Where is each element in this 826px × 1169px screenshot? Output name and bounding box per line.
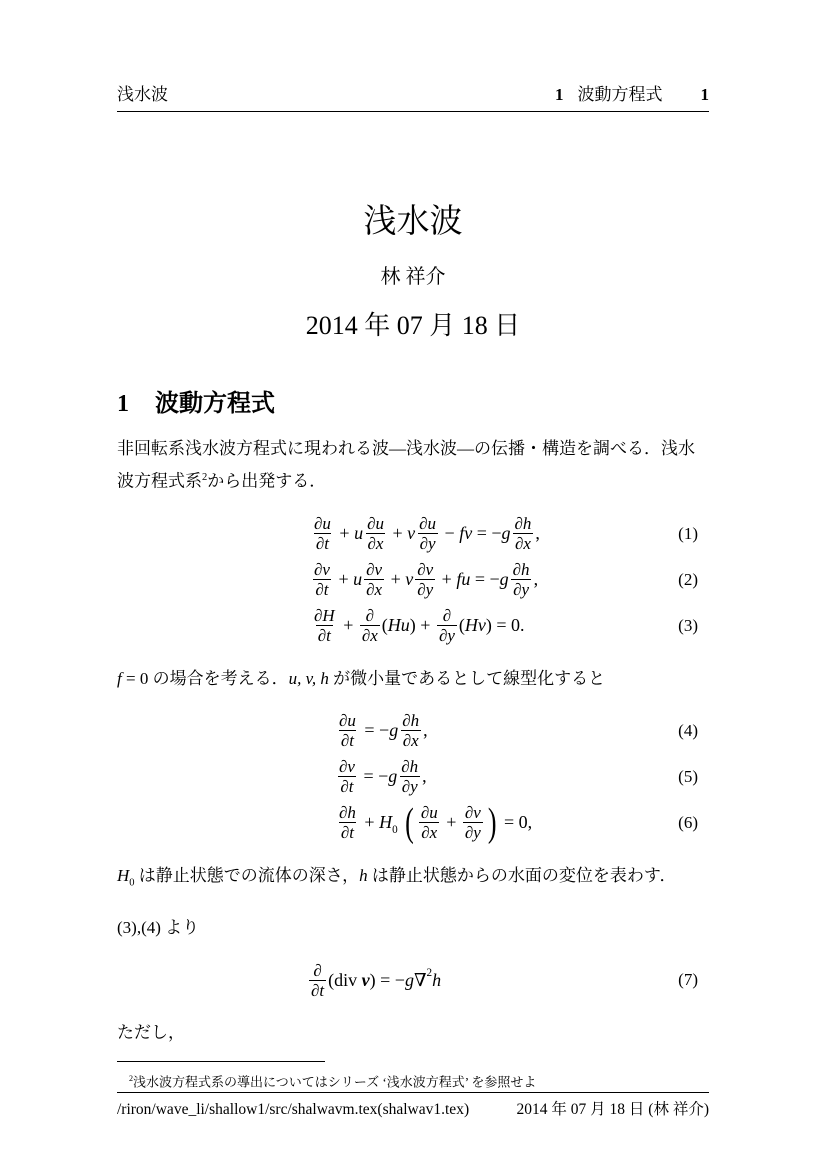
math-operator: + [359,812,380,833]
equation-number: (7) [678,970,698,990]
text-run: 浅水波方程式系の導出についてはシリーズ ‘浅水波方程式’ を参照せよ [133,1074,537,1090]
fraction: $\frac{\partial u}{\partial x}$ [420,803,438,843]
superscript: 2 [426,967,433,980]
math-var: g [404,969,414,990]
fraction: $\frac{\partial v}{\partial y}$ [417,560,434,600]
document-title: 浅水波 [363,204,463,240]
big-paren: ) [487,799,497,845]
fraction: $\frac{\partial v}{\partial x}$ [366,560,383,600]
equation-row [117,604,709,648]
equation-content [335,711,428,750]
math-operator: = 0 [121,668,153,688]
math-var: v [405,569,414,590]
math-operator: + [333,569,354,590]
section-heading [117,390,709,418]
text-run: が微小量であるとして線型化すると [328,668,606,688]
math-var: H [117,865,130,885]
equation-number: (5) [678,766,698,786]
fraction: $\frac{\partial h}{\partial y}$ [512,560,530,600]
math-operator: ) + [409,615,435,636]
math-operator: , [423,720,428,741]
fraction: $\frac{\partial}{\partial t}$ [311,960,325,1000]
fraction: $\frac{\partial u}{\partial t}$ [339,711,356,751]
header-section-number: 1 [555,85,564,104]
equation-row [117,958,709,1002]
equation-group [117,512,709,648]
math-var: g [389,720,399,741]
math-operator: − [440,523,460,544]
math-operator [398,812,403,833]
subscript: 0 [129,877,135,889]
subscript: 0 [392,823,398,836]
superscript: 2 [202,472,208,483]
math-operator: ( [328,969,335,990]
equation-row [117,512,709,556]
math-operator: , [422,766,427,787]
fraction: $\frac{\partial u}{\partial x}$ [367,514,384,554]
math-var: h [432,969,442,990]
math-var: v [407,523,416,544]
paragraph [117,434,709,496]
fraction: $\frac{\partial v}{\partial t}$ [339,757,355,797]
fraction: $\frac{\partial v}{\partial y}$ [464,803,481,843]
equation-content [310,514,540,553]
equation-row [117,558,709,602]
equation-content [335,799,533,845]
equation-row [117,801,709,845]
document-body [117,418,709,1047]
equation-row [117,709,709,753]
math-operator: + [441,812,461,833]
paragraph [117,913,709,942]
math-var: H [379,812,393,833]
equation-number: (2) [678,569,698,589]
text-run: ただし， [117,1023,185,1043]
footnote-rule [117,1061,325,1062]
fraction: $\frac{\partial u}{\partial t}$ [314,514,331,554]
footer-file-path: /riron/wave_li/shallow1/src/shalwavm.tex(shalwav1.tex) [117,1101,470,1119]
document-date: 2014 年 07 月 18 日 [305,311,521,340]
equation-content [307,961,441,1000]
text-run: より [165,918,200,938]
math-var: g [499,569,509,590]
text-run: から出発する． [207,471,327,491]
fraction: $\frac{\partial H}{\partial t}$ [314,606,335,646]
equation-content [335,757,427,796]
math-var: f [117,668,122,688]
math-operator: + [338,615,358,636]
math-operator: = − [358,766,389,787]
equation-row [117,755,709,799]
equation-content [310,560,538,599]
title-block [117,112,709,340]
math-var: g [388,766,398,787]
equation-number: (3) [678,615,698,635]
math-operator: ( [458,615,465,636]
math-operator: ) = − [369,969,405,990]
section-number: 1 [117,391,129,417]
paragraph [117,1018,709,1047]
equation-number: (4) [678,720,698,740]
equation-number: (1) [678,523,698,543]
equation-number: (6) [678,812,698,832]
math-operator: = − [472,523,502,544]
math-operator: (3),(4) [117,918,166,938]
math-operator: ∇ [413,969,427,990]
text-run: の場合を考える． [152,668,289,688]
fraction: $\frac{\partial v}{\partial t}$ [314,560,330,600]
footnote-text [117,1069,709,1092]
section-title: 波動方程式 [155,390,275,417]
math-operator: + [437,569,457,590]
fraction: $\frac{\partial}{\partial x}$ [361,606,378,646]
fraction: $\frac{\partial u}{\partial y}$ [419,514,437,554]
fraction: $\frac{\partial h}{\partial x}$ [402,711,420,751]
math-operator: ( [381,615,388,636]
equation-content [310,606,525,645]
math-operator: div [334,969,362,990]
fraction: $\frac{\partial h}{\partial t}$ [339,803,356,843]
header-page-number: 1 [700,85,709,104]
math-operator: , [533,569,539,590]
running-header [117,86,709,112]
equation-group [117,958,709,1002]
math-operator: ) = 0. [485,615,525,636]
math-operator: = − [470,569,500,590]
header-section-title: 波動方程式 [577,85,663,104]
math-operator: , [535,523,540,544]
math-operator: = 0, [499,812,533,833]
math-operator: + [387,523,408,544]
document-author: 林 祥介 [380,266,446,288]
math-operator: + [386,569,406,590]
superscript: 2 [129,1074,134,1084]
page-footer [117,1092,709,1119]
paragraph [117,861,709,897]
footnote [117,1061,709,1092]
math-var: Hv [464,615,486,636]
math-var: Hu [387,615,410,636]
footer-date: 2014 年 07 月 18 日 (林 祥介) [516,1101,709,1119]
math-var: fu [456,569,471,590]
fraction: $\frac{\partial}{\partial y}$ [438,606,455,646]
math-operator: = − [359,720,390,741]
fraction: $\frac{\partial h}{\partial y}$ [401,757,419,797]
math-var: fv [459,523,473,544]
math-operator: + [334,523,355,544]
header-doc-title: 浅水波 [117,85,168,104]
math-var: g [501,523,511,544]
header-right [555,86,709,104]
text-run: は静止状態での流体の深さ， [134,865,360,885]
math-vector: v [361,969,370,990]
big-paren: ( [405,799,414,845]
fraction: $\frac{\partial h}{\partial x}$ [514,514,532,554]
text-run: は静止状態からの水面の変位を表わす． [367,865,677,885]
paragraph [117,664,709,693]
math-var: u, v, h [288,668,329,688]
math-var: u [354,523,364,544]
equation-group [117,709,709,845]
math-var: h [359,865,368,885]
math-var: u [353,569,363,590]
text-run: 非回転系浅水波方程式に現われる波—浅水波—の伝播・構造を調べる．浅水波方程式系 [117,439,695,491]
